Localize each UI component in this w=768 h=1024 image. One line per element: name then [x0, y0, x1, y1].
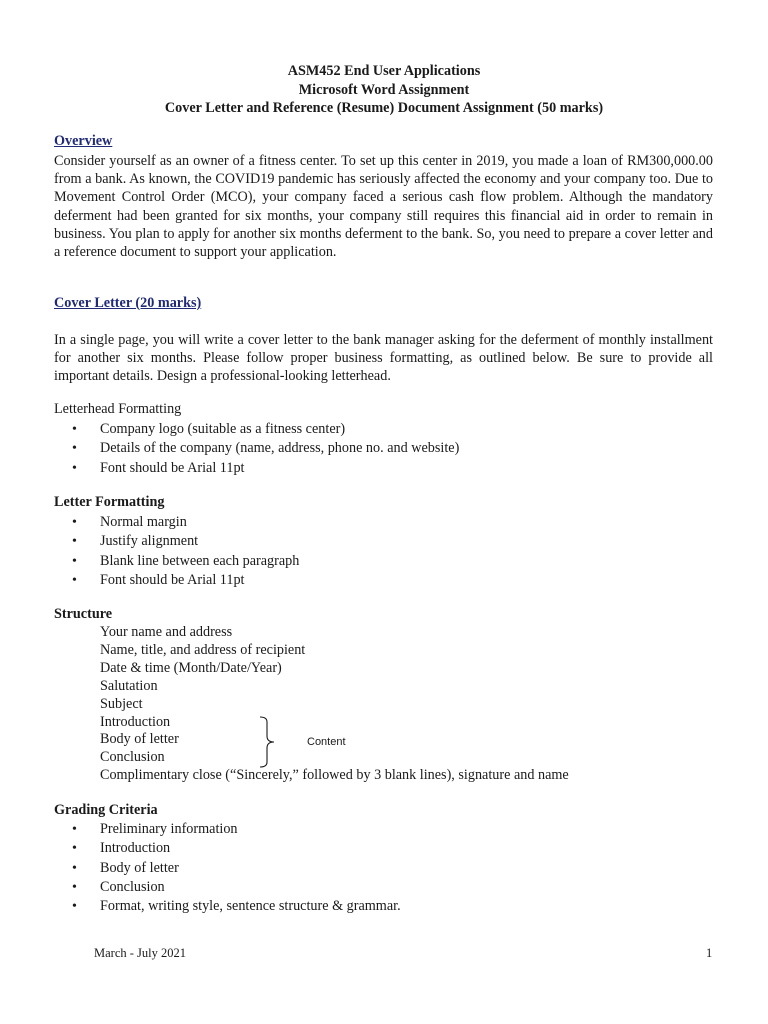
list-item: • Details of the company (name, address, phone no. and website) — [54, 439, 694, 458]
list-item: • Justify alignment — [54, 532, 694, 551]
overview-heading: Overview — [54, 133, 113, 149]
grading-criteria-label: Grading Criteria — [54, 802, 158, 818]
structure-list — [100, 624, 569, 785]
letterhead-formatting-label: Letterhead Formatting — [54, 401, 182, 417]
list-item: • Font should be Arial 11pt — [54, 571, 694, 590]
content-brace-label: Content — [307, 736, 346, 748]
list-item: • Body of letter — [54, 859, 694, 878]
footer-date-range: March - July 2021 — [94, 946, 186, 960]
list-item: • Font should be Arial 11pt — [54, 459, 694, 478]
letter-formatting-label: Letter Formatting — [54, 494, 165, 510]
structure-item: Date & time (Month/Date/Year) — [100, 659, 282, 676]
cover-letter-paragraph: In a single page, you will write a cover letter to the bank manager asking for the deferment of monthly installment for another six months. Please follow proper business formatting, as outlined below. Be sure to provide all important details. Design a professional-looking letterhead. — [54, 332, 713, 385]
content-brace-icon — [258, 716, 278, 768]
overview-paragraph: Consider yourself as an owner of a fitness center. To set up this center in 2019, you made a loan of RM300,000.00 from a bank. As known, the COVID19 pandemic has seriously affected the economy and your company too. Due to Movement Control Order (MCO), your company faced a serious cash flow problem. Although the mandatory deferment had been granted for six months, your company still requires this financial aid in order to remain in business. You plan to apply for another six months deferment to the bank. So, you need to prepare a cover letter and a reference document to support your application. — [54, 153, 713, 261]
list-item: • Conclusion — [54, 878, 694, 897]
structure-item: Conclusion — [100, 749, 165, 766]
structure-item: Name, title, and address of recipient — [100, 641, 306, 658]
structure-item: Salutation — [100, 677, 158, 694]
list-item: • Introduction — [54, 839, 694, 858]
list-item: • Company logo (suitable as a fitness center) — [54, 420, 694, 439]
cover-letter-heading: Cover Letter (20 marks) — [54, 295, 202, 311]
structure-item: Body of letter — [100, 731, 179, 748]
document-title — [0, 62, 768, 118]
list-item: • Normal margin — [54, 513, 694, 532]
grading-criteria-list — [54, 820, 694, 916]
title-line-1: ASM452 End User Applications — [287, 63, 481, 79]
structure-label: Structure — [54, 606, 113, 622]
footer-page-number: 1 — [706, 946, 713, 960]
title-line-2: Microsoft Word Assignment — [298, 81, 470, 98]
list-item: • Blank line between each paragraph — [54, 552, 694, 571]
letterhead-formatting-list — [54, 420, 694, 478]
list-item: • Preliminary information — [54, 820, 694, 839]
structure-item: Complimentary close (“Sincerely,” followed by 3 blank lines), signature and name — [100, 767, 569, 784]
structure-item: Subject — [100, 695, 143, 712]
title-line-3: Cover Letter and Reference (Resume) Document Assignment (50 marks) — [164, 100, 604, 116]
structure-item: Introduction — [100, 713, 171, 730]
letter-formatting-list — [54, 513, 694, 590]
list-item: • Format, writing style, sentence structure & grammar. — [54, 897, 694, 916]
structure-item: Your name and address — [100, 624, 233, 640]
